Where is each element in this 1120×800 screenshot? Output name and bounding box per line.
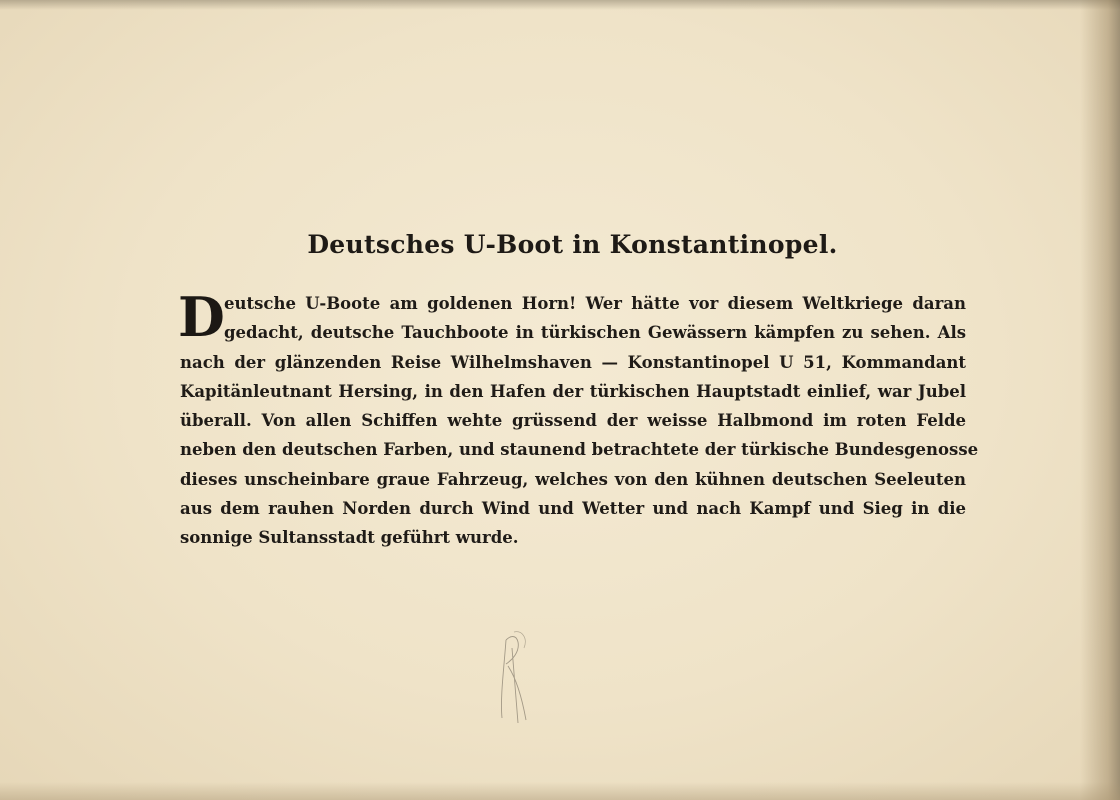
page-bottom-edge bbox=[0, 782, 1120, 800]
page-right-edge bbox=[1080, 0, 1120, 800]
pencil-mark bbox=[492, 628, 542, 728]
page-top-edge bbox=[0, 0, 1120, 10]
text-line-4: Kapitänleutnant Hersing, in den Hafen der türkischen Hauptstadt einlief, war Jubel bbox=[180, 381, 966, 401]
page-title: Deutsches U-Boot in Konstantinopel. bbox=[307, 230, 838, 259]
text-line-3: nach der glänzenden Reise Wilhelmshaven — Konstantinopel U 51, Kommandant bbox=[180, 352, 966, 372]
text-line-5: überall. Von allen Schiffen wehte grüssend der weisse Halbmond im roten Felde bbox=[180, 411, 966, 431]
text-line-1: eutsche U-Boote am goldenen Horn! Wer hätte vor diesem Weltkriege daran bbox=[224, 294, 966, 313]
body-paragraph bbox=[178, 285, 979, 553]
drop-cap: D bbox=[178, 285, 225, 349]
text-line-9: sonnige Sultansstadt geführt wurde. bbox=[180, 528, 519, 548]
text-line-2: gedacht, deutsche Tauchboote in türkischen Gewässern kämpfen zu sehen. Als bbox=[224, 323, 966, 343]
text-line-7: dieses unscheinbare graue Fahrzeug, welches von den kühnen deutschen Seeleuten bbox=[180, 469, 966, 489]
text-line-8: aus dem rauhen Norden durch Wind und Wetter und nach Kampf und Sieg in die bbox=[180, 499, 966, 519]
text-line-6: neben den deutschen Farben, und staunend betrachtete der türkische Bundesgenosse bbox=[180, 440, 979, 460]
